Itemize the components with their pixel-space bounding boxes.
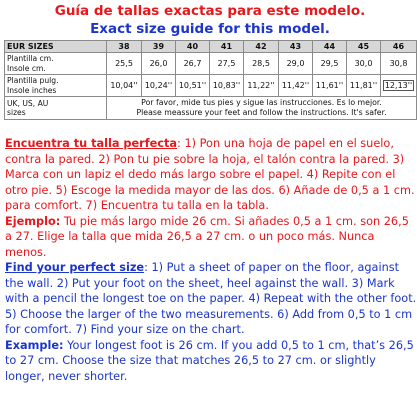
- cm-label-en: Insole cm.: [7, 63, 46, 73]
- size-col-header: 41: [210, 41, 244, 53]
- size-col-header: 42: [244, 41, 279, 53]
- header-label: EUR SIZES: [5, 41, 107, 53]
- size-col-header: 45: [347, 41, 381, 53]
- inch-label-en: Insole inches: [7, 85, 57, 95]
- note-en: Please meassure your feet and follow the instructions. It's safer.: [136, 108, 387, 117]
- heading-es: Encuentra tu talla perfecta: [5, 137, 178, 150]
- cm-cell: 29,0: [279, 53, 313, 75]
- title-english: Exact size guide for this model.: [90, 21, 330, 37]
- cm-row-label: [5, 53, 107, 75]
- inch-cell: 11,22'': [244, 75, 279, 97]
- cm-cell: 26,7: [176, 53, 210, 75]
- inch-cell: 11,81'': [347, 75, 381, 97]
- cm-cell: 30,0: [347, 53, 381, 75]
- example-en: [5, 338, 417, 385]
- size-chart-table: [4, 40, 417, 120]
- note-label-line2: sizes: [7, 108, 26, 117]
- instructions-es: [5, 136, 417, 214]
- size-col-header: 38: [107, 41, 142, 53]
- note-label-line1: UK, US, AU: [7, 98, 49, 108]
- heading-en: Find your perfect size: [5, 261, 145, 274]
- example-text-es: Tu pie más largo mide 26 cm. Si añades 0,5 a 1 cm. son 26,5 a 27. Elige la talla que mida 26,5 a 27 cm. o un poco más. Nunca menos.: [5, 214, 409, 259]
- cm-cell: 27,5: [210, 53, 244, 75]
- note-es: Por favor, mide tus pies y sigue las instrucciones. Es lo mejor.: [141, 98, 382, 107]
- inch-cell: 11,42'': [279, 75, 313, 97]
- cm-cell: 29,5: [313, 53, 347, 75]
- cm-cell: 28,5: [244, 53, 279, 75]
- example-text-en: Your longest foot is 26 cm. If you add 0,5 to 1 cm, that’s 26,5 to 27 cm. Choose the size that matches 26,5 to 27 cm. or slightly longer, never shorter.: [5, 338, 414, 383]
- title-spanish: Guía de tallas exactas para este modelo.: [54, 3, 366, 19]
- inch-cell: 10,51'': [176, 75, 210, 97]
- steps-es: : 1) Pon una hoja de papel en el suelo, contra la pared. 2) Pon tu pie sobre la hoja, el talón contra la pared. 3) Marca con un lapiz el dedo más largo sobre el papel. 4) Repite con el otro pie. 5) Escoge la medida mayor de las dos. 6) Añade de 0,5 a 1 cm. para comfort. 7) Encuentra tu talla en la tabla.: [5, 137, 415, 212]
- size-col-header: 39: [142, 41, 176, 53]
- note-row-label: [5, 97, 107, 120]
- example-es: [5, 214, 417, 261]
- example-label-es: Ejemplo:: [5, 214, 61, 228]
- inch-cell: [381, 75, 417, 97]
- steps-en: : 1) Put a sheet of paper on the floor, against the wall. 2) Put your foot on the sheet, heel against the wall. 3) Mark with a pencil the longest toe on the paper. 4) Repeat with the other foot. 5) Choose the larger of the two measurements. 6) Add from 0,5 to 1 cm for comfort. 7) Find your size on the chart.: [5, 261, 417, 336]
- example-label-en: Example:: [5, 338, 64, 352]
- inch-row: [5, 75, 417, 97]
- size-col-header: 44: [313, 41, 347, 53]
- cm-cell: 25,5: [107, 53, 142, 75]
- cm-label-es: Plantilla cm.: [7, 54, 54, 63]
- cm-cell: 26,0: [142, 53, 176, 75]
- note-row: [5, 97, 417, 120]
- size-col-header: 43: [279, 41, 313, 53]
- inch-label-es: Plantilla pulg.: [7, 76, 59, 85]
- note-cell: [107, 97, 417, 120]
- instructions: [5, 136, 417, 384]
- inch-row-label: [5, 75, 107, 97]
- size-col-header: 46: [381, 41, 417, 53]
- size-col-header: 40: [176, 41, 210, 53]
- inch-cell: 11,61'': [313, 75, 347, 97]
- inch-cell: 10,83'': [210, 75, 244, 97]
- cm-cell: 30,8: [381, 53, 417, 75]
- instructions-en: [5, 260, 417, 338]
- inch-cell-boxed: 12,13'': [384, 81, 413, 90]
- inch-cell: 10,24'': [142, 75, 176, 97]
- cm-row: [5, 53, 417, 75]
- header-row: [5, 41, 417, 53]
- inch-cell: 10,04'': [107, 75, 142, 97]
